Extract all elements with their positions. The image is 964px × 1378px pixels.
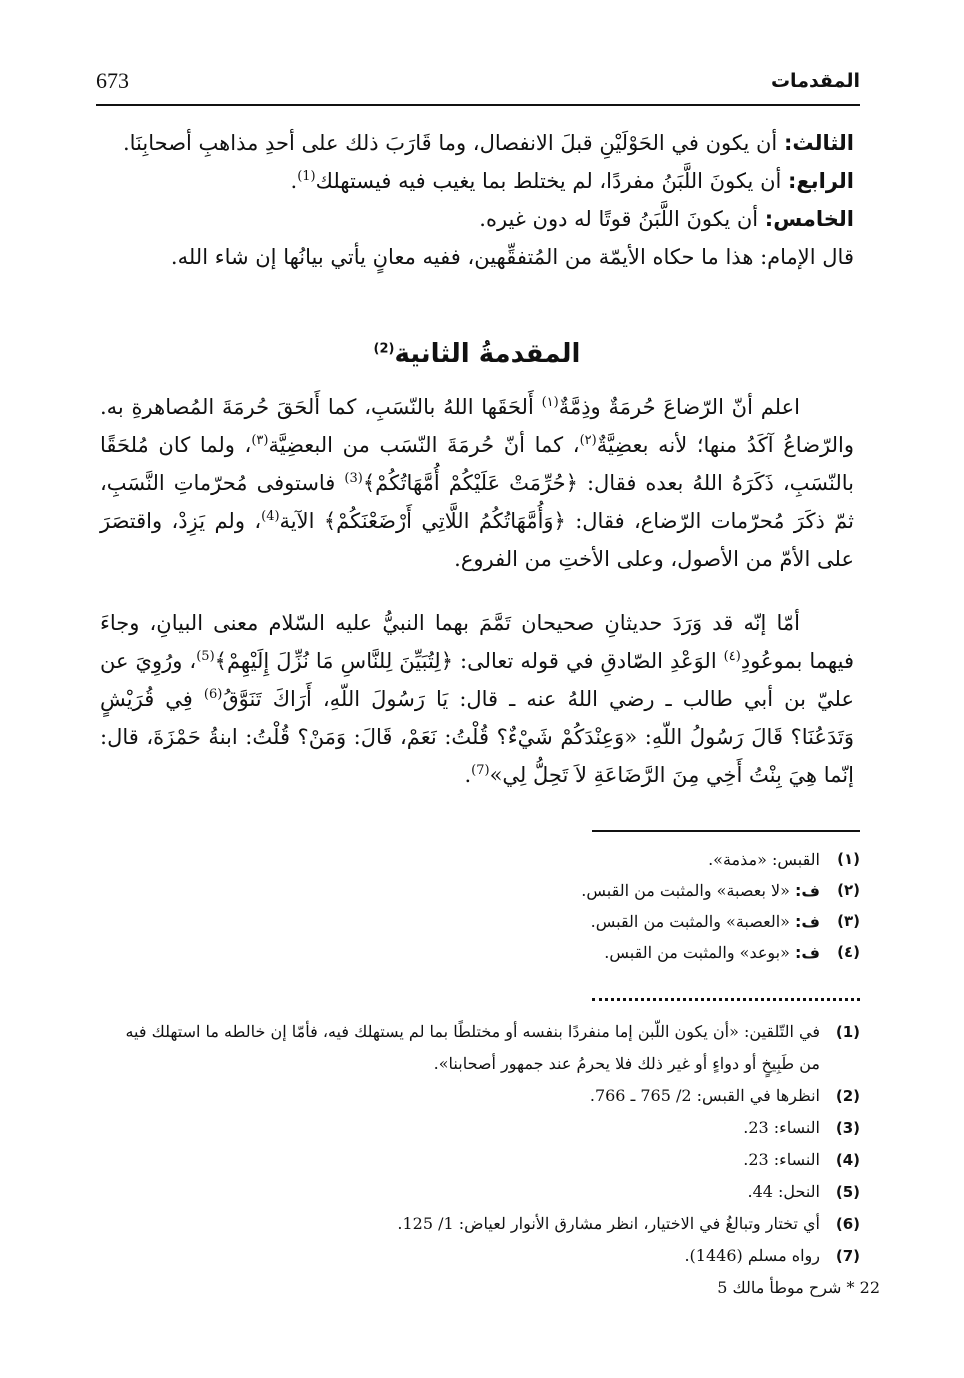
footnote-ref[interactable]: (6) [203,687,223,702]
footnote-item [100,844,860,875]
footnote-number: (2) [835,1087,860,1105]
text-run: فاستوفى مُحرّماتِ النَّسَبِ، ثمّ ذكَرَ مُحرّمات الرّضاع، فقال: ﴿وَأُمَّهَاتُكُمُ اللَّاتِي أَرْضَعْنَكُمْ﴾ الآية [100,471,855,533]
footnote-text: النحل: 44. [747,1182,820,1201]
text-run: أمّا إنّه قد وَرَدَ حديثانِ صحيحان تَمَّمَ بهما النبيُّ عليه السّلام معنى البيانِ، وجاءَ فيهما بموعُودِ [100,611,854,673]
footnote-body: «لا بعصبة» والمثبت من القبس. [581,881,796,900]
text-run: ، كما أنّ حُرمَةَ النّسَب من البعضِيَّة [268,433,580,457]
footnote-ref[interactable]: (5) [196,649,215,664]
conditions-block [100,124,854,276]
footnote-item [100,875,860,906]
footnote-label: ف: [795,943,820,962]
fifth-label: الخامس: [764,207,854,231]
footnote-ref[interactable]: (2) [373,341,395,357]
footnote-ref[interactable]: (4) [261,509,280,524]
footnote-ref[interactable]: (1) [297,169,316,184]
fourth-text: أن يكونَ اللَّبَنُ مفردًا، لم يختلط بما يغيب فيه فيستهلك [315,169,782,193]
footnote-ref[interactable]: (٣) [251,433,269,448]
footnote-text: في التّلقين: «أن يكون اللّبن إما منفردًا بنفسه أو مختلطًا بما لم يستهلك فيه، فأمّا إن خالطه ما استهلك فيه من طَبِيخٍ أو دواءٍ أو غير ذلك فلا يحرمُ عند جمهور أصحابنا». [125,1022,820,1073]
footnote-text [100,937,820,968]
footnote-text: رواه مسلم (1446). [684,1246,820,1265]
footnote-text [100,906,820,937]
footnote-item [100,1080,860,1112]
fourth-end: . [290,169,298,193]
footnote-number: (٢) [837,881,860,899]
section-title: المقدمةُ الثانية [394,339,581,369]
footnote-number: (6) [835,1215,860,1233]
footnote-label: ف: [795,881,820,900]
signature-mark: 22 * شرح موطأ مالك 5 [717,1278,880,1297]
footnote-ref[interactable]: (٢) [579,433,597,448]
footnotes-collation [100,844,860,968]
text-run: ، ولم يَزِدْ، واقتصَرَ على الأمّ من الأصول، وعلى الأختِ من الفروع. [100,509,854,571]
text-run: أَلحَقَها اللهُ بالنّسَبِ، كما أَلحَقَ حُرمَةَ المُصاهرةِ به. والرّضاعُ آكَدُ منها؛ لأنه بعضِيَّةٌ [100,395,854,457]
footnote-item [100,906,860,937]
footnote-number: (٣) [837,912,860,930]
footnote-number: (4) [835,1151,860,1169]
running-title: المقدمات [770,70,860,92]
paragraph-rada [100,388,854,578]
paragraph-text [100,604,854,794]
footnote-number: (5) [835,1183,860,1201]
footnote-number: (١) [837,850,860,868]
condition-fourth [100,162,854,200]
text-run: . [464,763,472,787]
footnote-item [100,1112,860,1144]
footnote-number: (1) [835,1023,860,1041]
third-label: الثالث: [783,131,854,155]
third-text: أن يكون في الحَوْلَيْنِ قبلَ الانفصال، وما قَارَبَ ذلك على أحدِ مذاهبِ أصحابِنَا. [122,131,778,155]
text-run: ، ولما كان مُلحَقًا بالنّسَبِ، ذَكَرَهُ اللهُ بعده فقال: ﴿حُرِّمَتْ عَلَيْكُمْ أُمَّهَاتُكُمْ﴾ [100,433,854,495]
dotted-separator [592,998,860,1001]
footnote-number: (7) [835,1247,860,1265]
footnote-ref[interactable]: (٤) [723,649,741,664]
condition-third [100,124,854,162]
section-heading [100,334,854,374]
page-number: 673 [96,68,129,93]
text-run: ، ورُوِيَ عن عليّ بن أبي طالب ـ رضي اللهُ عنه ـ قال: يَا رَسُولَ اللّهِ، أَرَاكَ تَنَوَّقُ [100,649,854,711]
footnote-item [100,1240,860,1272]
footnote-number: (3) [835,1119,860,1137]
footnote-text: انظرها في القبس: 2/ 765 ـ 766. [589,1086,820,1105]
footnote-body: «بوعد» والمثبت من القبس. [604,943,796,962]
fifth-text: أن يكونَ اللَّبَنُ قوتًا له دون غيره. [479,207,759,231]
condition-fifth [100,200,854,238]
footnote-item [100,1144,860,1176]
page-header [96,66,860,100]
footnote-ref[interactable]: (١) [541,395,559,410]
imam-statement: قال الإمام: هذا ما حكاه الأيمّة من المُتفقِّهين، ففيه معانٍ يأتي بيانُها إن شاء الله. [170,245,854,269]
footnote-item [100,1016,860,1080]
fourth-label: الرابع: [788,169,854,193]
paragraph-hadith [100,604,854,794]
footnote-ref[interactable]: (3) [344,471,363,486]
footnote-item [100,937,860,968]
footnote-number: (٤) [837,943,860,961]
paragraph-text [100,388,854,578]
footnote-body: القبس: «مذمة». [708,850,820,869]
text-run: الوَعْدِ الصّادقِ في قوله تعالى: ﴿لِتُبَيِّنَ لِلنَّاسِ مَا نُزِّلَ إِلَيْهِمْ﴾ [214,649,724,673]
footnotes-editor [100,1016,860,1272]
footnote-text: أي تختار وتبالغُ في الاختيار، انظر مشارق الأنوار لعياض: 1/ 125. [397,1214,820,1233]
footnote-text: النساء: 23. [743,1118,820,1137]
text-run: اعلم أنّ الرّضاعَ حُرمَةٌ وذِمَّةٌ [558,395,800,419]
footnote-ref[interactable]: (7) [471,763,490,778]
header-rule [96,104,860,106]
footnote-text [100,844,820,875]
footnote-label: ف: [795,912,820,931]
footnote-item [100,1208,860,1240]
footnote-item [100,1176,860,1208]
footnote-rule [592,830,860,832]
text-run: فِي قُرَيْشٍ وَتَدَعُنَا؟ قَالَ رَسُولُ اللّهِ: «وَعِنْدَكُمْ شَيْءٌ؟ قُلْتُ: نَعَمْ، قَالَ: وَمَنْ؟ قُلْتُ: ابنةُ حَمْزَةَ، قال: إنّما هِيَ بِنْتُ أَخِي مِنَ الرَّضَاعَةِ لاَ تَحِلُّ لِي» [100,687,854,787]
footnote-body: «العصبة» والمثبت من القبس. [590,912,796,931]
footnote-text: النساء: 23. [743,1150,820,1169]
footnote-text [100,875,820,906]
